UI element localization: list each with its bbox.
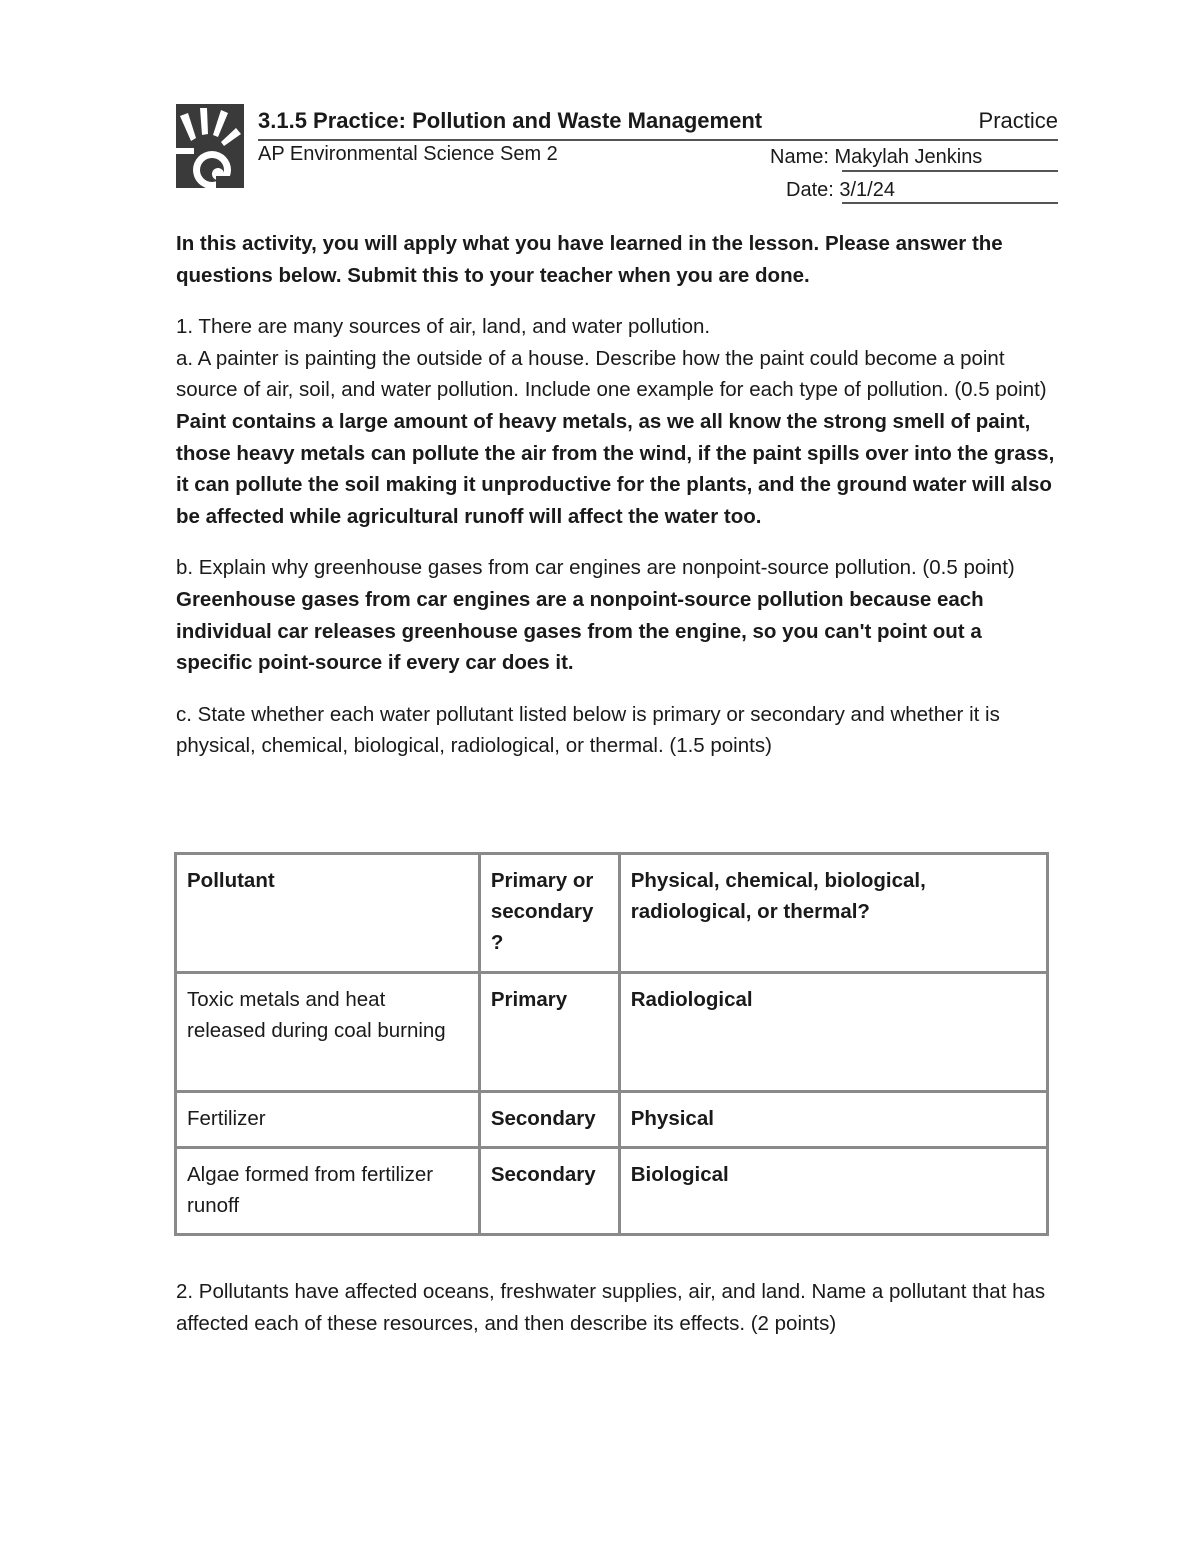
document-body (176, 228, 1056, 762)
question-1a-prompt: a. A painter is painting the outside of a house. Describe how the paint could become a point source of air, soil, and water pollution. Include one example for each type of pollution. (0.5 point) (176, 346, 1047, 402)
pollutant-table (174, 852, 1049, 1236)
cell-category: Biological (619, 1148, 1047, 1235)
document-title: 3.1.5 Practice: Pollution and Waste Management (258, 108, 763, 133)
table-header-row (176, 854, 1048, 973)
question-1a-answer: Paint contains a large amount of heavy metals, as we all know the strong smell of paint, those heavy metals can pollute the air from the wind, if the paint spills over into the grass, it can pollute the soil making it unproductive for the plants, and the ground water will also be affected while agricultural runoff will affect the water too. (176, 409, 1055, 528)
header-pollutant: Pollutant (176, 854, 480, 973)
cell-type: Secondary (479, 1148, 619, 1235)
course-name: AP Environmental Science Sem 2 (258, 143, 558, 165)
date-value: 3/1/24 (839, 179, 895, 201)
header-divider (258, 139, 1058, 141)
table-row (176, 1148, 1048, 1235)
question-1b-answer: Greenhouse gases from car engines are a nonpoint-source pollution because each individual car releases greenhouse gases from the engine, so you can't point out a specific point-source if every car does it. (176, 587, 984, 675)
question-2-prompt: 2. Pollutants have affected oceans, freshwater supplies, air, and land. Name a pollutant that has affected each of these resources, and then describe its effects. (2 points) (176, 1280, 1046, 1335)
header-primary-secondary: Primary or secondary ? (479, 854, 619, 973)
cell-pollutant: Toxic metals and heat released during coal burning (176, 973, 480, 1092)
header-category: Physical, chemical, biological, radiological, or thermal? (619, 854, 1047, 973)
date-underline (842, 202, 1058, 204)
cell-pollutant: Fertilizer (176, 1092, 480, 1148)
cell-type: Secondary (479, 1092, 619, 1148)
table-row (176, 1092, 1048, 1148)
table-row (176, 973, 1048, 1092)
student-name-field (770, 146, 982, 169)
name-value: Makylah Jenkins (834, 146, 983, 168)
question-1b-prompt: b. Explain why greenhouse gases from car engines are nonpoint-source pollution. (0.5 point) (176, 556, 1015, 580)
question-1c-prompt: c. State whether each water pollutant listed below is primary or secondary and whether it is physical, chemical, biological, radiological, or thermal. (1.5 points) (176, 702, 1000, 758)
name-label: Name: (770, 146, 829, 168)
document-type-label: Practice (978, 108, 1058, 133)
cell-type: Primary (479, 973, 619, 1092)
name-underline (842, 170, 1058, 172)
date-label: Date: (786, 179, 834, 201)
intro-instructions: In this activity, you will apply what you have learned in the lesson. Please answer the questions below. Submit this to your teacher when you are done. (176, 232, 1003, 287)
cell-category: Physical (619, 1092, 1047, 1148)
question-1-prompt: 1. There are many sources of air, land, and water pollution. (176, 315, 711, 339)
cell-category: Radiological (619, 973, 1047, 1092)
date-field (786, 179, 895, 202)
cell-pollutant: Algae formed from fertilizer runoff (176, 1148, 480, 1235)
sunburst-logo-icon (176, 104, 244, 188)
